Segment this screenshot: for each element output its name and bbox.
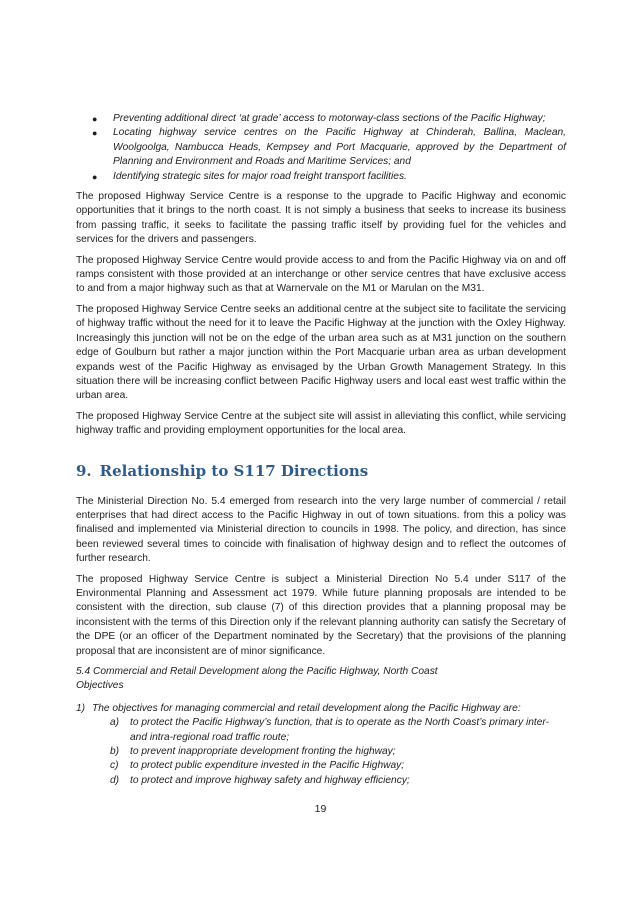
objectives-list (76, 702, 566, 788)
body-paragraph: The proposed Highway Service Centre would provide access to and from the Pacific Highway via on and off ramps consistent with those provided at an interchange or other service centres that have exclusive access to and from a major highway such as that at Warnervale on the M1 or Marulan on the M31. (76, 254, 566, 295)
sub-item-marker: a) (110, 717, 120, 729)
bullet-text: Identifying strategic sites for major road freight transport facilities. (113, 170, 407, 182)
bullet-icon: ● (92, 128, 98, 139)
objectives-label: Objectives (76, 680, 124, 692)
objective-sub-list (92, 716, 566, 788)
bullet-item (76, 126, 566, 169)
bullet-list (76, 112, 566, 184)
bullet-item (76, 112, 566, 126)
bullet-item (76, 170, 566, 184)
sub-item-marker: d) (110, 774, 120, 786)
objective-sub-item (92, 745, 566, 759)
section-heading (76, 461, 566, 481)
objective-item (76, 702, 566, 788)
page-content (76, 112, 566, 788)
objective-sub-item (92, 759, 566, 773)
bullet-text: Locating highway service centres on the Pacific Highway at Chinderah, Ballina, Maclean, Woolgoolga, Nambucca Heads, Kempsey and Port Macquarie, approved by the Department of Planning and Environment and Roads and Maritime Services; and (113, 127, 566, 168)
objective-sub-item (92, 774, 566, 788)
body-paragraph: The Ministerial Direction No. 5.4 emerged from research into the very large number of commercial / retail enterprises that had direct access to the Pacific Highway in out of town situations. from this a policy was finalised and implemented via Ministerial direction to councils in 1998. The policy, and direction, has since been reviewed several times to coincide with finalisation of highway design and to reflect the outcomes of further research. (76, 495, 566, 565)
direction-heading: 5.4 Commercial and Retail Development along the Pacific Highway, North Coast (76, 666, 438, 677)
sub-item-text: to protect and improve highway safety and highway efficiency; (130, 774, 410, 786)
page-number: 19 (314, 803, 327, 815)
body-paragraph: The proposed Highway Service Centre is a response to the upgrade to Pacific Highway and economic opportunities that it brings to the north coast. It is not simply a business that seeks to increase its business from passing traffic, it seeks to facilitate the passing traffic itself by providing fuel for the vehicles and services for the drivers and passengers. (76, 191, 566, 246)
bullet-icon: ● (92, 171, 98, 182)
bullet-icon: ● (92, 114, 98, 124)
objective-sub-item (92, 716, 566, 745)
sub-item-text: to prevent inappropriate development fronting the highway; (130, 746, 396, 758)
body-paragraph: The proposed Highway Service Centre is subject a Ministerial Direction No 5.4 under S117 of the Environmental Planning and Assessment act 1979. While future planning proposals are intended to be consistent with the direction, sub clause (7) of this direction provides that a planning proposal may be inconsistent with the terms of this Direction only if the relevant planning authority can satisfy the Secretary of the DPE (or an officer of the Department nominated by the Secretary) that the provisions of the planning proposal that are inconsistent are of minor significance. (76, 573, 566, 657)
sub-item-marker: b) (110, 746, 120, 758)
body-paragraph: The proposed Highway Service Centre at the subject site will assist in alleviating this conflict, while servicing highway traffic and providing employment opportunities for the local area. (76, 410, 566, 437)
section-number: 9. (76, 461, 92, 480)
section-title: Relationship to S117 Directions (99, 461, 369, 480)
objective-marker: 1) (76, 702, 86, 714)
body-paragraph: The proposed Highway Service Centre seeks an additional centre at the subject site to facilitate the servicing of highway traffic without the need for it to leave the Pacific Highway at the junction with the Oxley Highway. Increasingly this junction will not be on the edge of the urban area such as at M31 junction on the southern edge of Goulburn but rather a major junction within the Port Macquarie urban area as urban development expands west of the Pacific Highway as envisaged by the Urban Growth Management Strategy. In this situation there will be increasing conflict between Pacific Highway users and local east west traffic within the urban area. (76, 303, 566, 402)
sub-item-marker: c) (110, 760, 119, 772)
objective-text: The objectives for managing commercial and retail development along the Pacific Highway are: (92, 702, 521, 714)
sub-item-text: to protect the Pacific Highway’s function, that is to operate as the North Coast’s primary inter-and intra-regional road traffic route; (130, 717, 550, 743)
bullet-text: Preventing additional direct ‘at grade’ access to motorway-class sections of the Pacific Highway; (113, 113, 546, 124)
sub-item-text: to protect public expenditure invested in the Pacific Highway; (130, 760, 405, 772)
